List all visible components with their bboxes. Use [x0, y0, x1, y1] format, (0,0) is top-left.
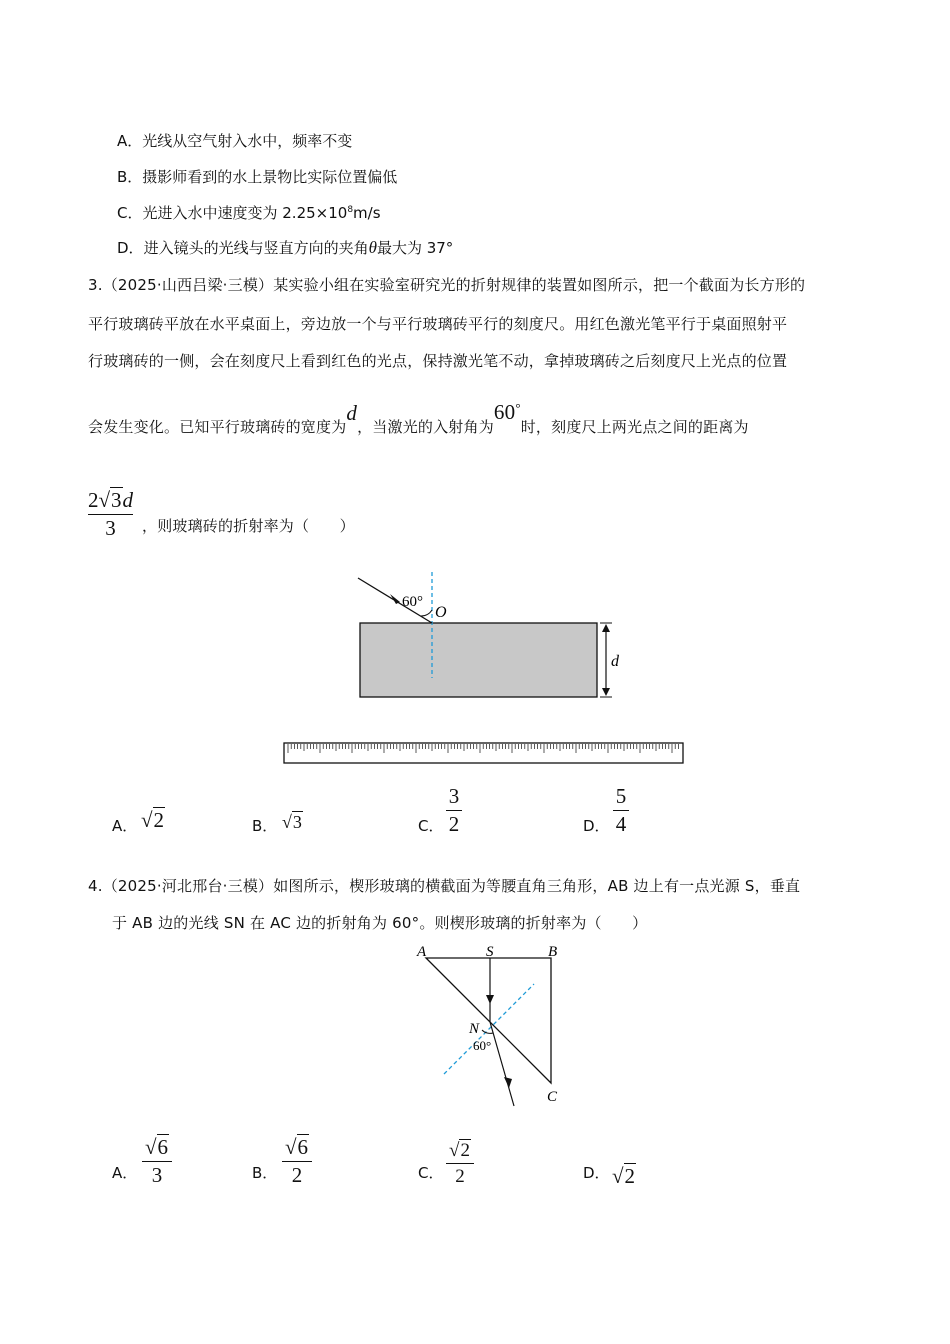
option-text: 光进入水中速度变为 2.25×10	[142, 204, 348, 222]
q4-line-1: 4.（2025·河北邢台·三模）如图所示，楔形玻璃的横截面为等腰直角三角形，AB 边上有一点光源 S，垂直	[88, 877, 801, 895]
q3-line-2: 平行玻璃砖平放在水平桌面上，旁边放一个与平行玻璃砖平行的刻度尺。用红色激光笔平行于桌面照射平	[88, 315, 788, 333]
point-o-label: O	[435, 604, 447, 621]
option-letter: D．	[583, 1164, 610, 1182]
radicand: 2	[624, 1164, 636, 1188]
angle-label: 60°	[473, 1038, 492, 1053]
option-unit: m/s	[353, 204, 381, 222]
option-letter: A．	[112, 1164, 138, 1182]
option-letter: C．	[418, 1164, 444, 1182]
point-n-label: N	[469, 1021, 480, 1037]
q4-figure	[400, 938, 580, 1113]
q4-line-2: 于 AB 边的光线 SN 在 AC 边的折射角为 60°。则楔形玻璃的折射率为（ ）	[112, 914, 648, 932]
fraction-denominator: 3	[105, 516, 116, 540]
fraction-coef: 2	[88, 488, 99, 512]
q3-line-3: 行玻璃砖的一侧，会在刻度尺上看到红色的光点，保持激光笔不动，拿掉玻璃砖之后刻度尺上光点的位置	[88, 352, 788, 370]
exponent: 8	[347, 205, 354, 215]
q4-option-c-value: √2 2	[446, 1141, 474, 1186]
angle-arc	[421, 610, 432, 616]
q2-option-b	[117, 166, 397, 187]
radicand: 6	[297, 1135, 309, 1159]
q3-line-4b: ，当激光的入射角为	[357, 418, 494, 436]
q3-line-4	[88, 400, 749, 438]
width-label: d	[611, 653, 619, 670]
q4-option-a-value: √6 3	[142, 1137, 172, 1186]
option-text-end: 最大为 37°	[376, 239, 454, 257]
q3-figure	[280, 568, 690, 768]
radicand: 3	[292, 812, 302, 832]
q3-option-d-value	[613, 786, 629, 835]
width-variable: d	[346, 401, 358, 425]
q3-option-a-value: √2	[141, 808, 165, 832]
q3-option-c	[418, 815, 443, 836]
q4-option-d-value: √2	[612, 1164, 636, 1188]
option-letter: C．	[418, 817, 444, 835]
option-letter: B．	[117, 168, 143, 186]
q4-option-c	[418, 1162, 443, 1183]
q2-option-d	[117, 237, 453, 258]
option-text: 摄影师看到的水上景物比实际位置偏低	[142, 168, 398, 186]
option-text: 进入镜头的光线与竖直方向的夹角	[143, 239, 369, 257]
angle-arc	[482, 1030, 493, 1033]
incident-angle: 60	[493, 400, 516, 424]
theta-symbol: θ	[368, 238, 377, 257]
q2-option-c	[117, 202, 381, 223]
option-text: 光线从空气射入水中，频率不变	[142, 132, 353, 150]
denominator: 3	[151, 1163, 163, 1187]
angle-label: 60°	[402, 594, 423, 610]
denominator: 2	[448, 812, 460, 836]
q4-option-b-value: √6 2	[282, 1137, 312, 1186]
q3-option-d	[583, 815, 610, 836]
q4-option-d	[583, 1162, 610, 1183]
option-letter: B．	[252, 1164, 278, 1182]
ray-arrowhead	[486, 995, 494, 1004]
q3-option-b-value: √3	[282, 812, 302, 832]
degree-sign: °	[515, 400, 521, 415]
q3-option-a	[112, 815, 137, 836]
q3-line-4a: 会发生变化。已知平行玻璃砖的宽度为	[88, 418, 347, 436]
radicand: 2	[153, 808, 165, 832]
option-letter: C．	[117, 204, 143, 222]
option-letter: B．	[252, 817, 278, 835]
denominator: 2	[455, 1166, 465, 1187]
radicand: 2	[460, 1140, 470, 1161]
vertex-b-label: B	[548, 944, 558, 960]
wedge-triangle	[426, 958, 551, 1083]
denominator: 4	[615, 812, 627, 836]
vertex-c-label: C	[547, 1089, 558, 1105]
point-s-label: S	[486, 944, 494, 960]
q3-line-5: ，则玻璃砖的折射率为（ ）	[142, 517, 355, 535]
radicand: 6	[157, 1135, 169, 1159]
q3-option-c-value	[446, 786, 462, 835]
fraction-var: d	[122, 488, 134, 512]
q2-option-a	[117, 130, 352, 151]
option-letter: D．	[583, 817, 610, 835]
glass-brick	[360, 623, 597, 697]
numerator: 3	[448, 784, 460, 808]
q4-option-a	[112, 1162, 137, 1183]
option-letter: A．	[112, 817, 138, 835]
q3-option-b	[252, 815, 277, 836]
vertex-a-label: A	[417, 944, 427, 960]
q3-line-1: 3.（2025·山西吕梁·三模）某实验小组在实验室研究光的折射规律的装置如图所示，把一个截面为长方形的	[88, 276, 806, 294]
option-letter: A．	[117, 132, 143, 150]
q3-line-4c: 时，刻度尺上两光点之间的距离为	[520, 418, 749, 436]
option-letter: D．	[117, 239, 144, 257]
q4-option-b	[252, 1162, 277, 1183]
denominator: 2	[291, 1163, 303, 1187]
distance-fraction: 2√3d 3	[88, 488, 134, 540]
numerator: 5	[615, 784, 627, 808]
fraction-radicand: 3	[111, 488, 122, 512]
